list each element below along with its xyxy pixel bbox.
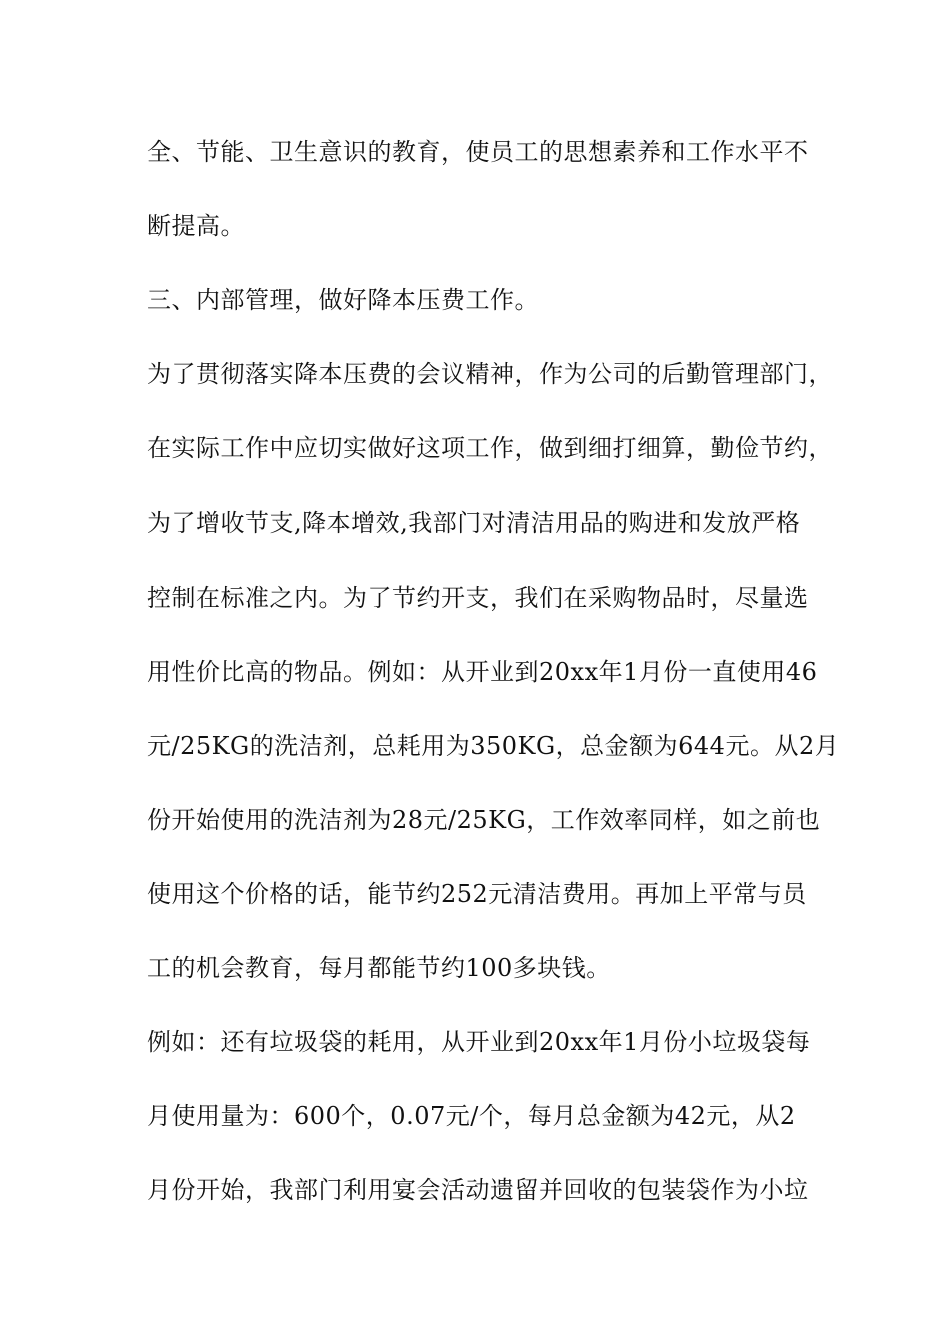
text-line: 断提高。 xyxy=(147,212,245,240)
text-line: 在实际工作中应切实做好这项工作，做到细打细算，勤俭节约， xyxy=(147,434,833,462)
text-line: 全、节能、卫生意识的教育，使员工的思想素养和工作水平不 xyxy=(147,138,809,166)
text-line: 使用这个价格的话，能节约252元清洁费用。再加上平常与员 xyxy=(147,880,807,908)
text-line: 月使用量为：600个，0.07元/个，每月总金额为42元，从2 xyxy=(147,1102,796,1130)
text-line: 例如：还有垃圾袋的耗用，从开业到20xx年1月份小垃圾袋每 xyxy=(147,1028,811,1056)
text-line: 月份开始，我部门利用宴会活动遗留并回收的包装袋作为小垃 xyxy=(147,1176,809,1204)
text-line: 元/25KG的洗洁剂，总耗用为350KG，总金额为644元。从2月 xyxy=(147,732,840,760)
text-line: 为了增收节支,降本增效,我部门对清洁用品的购进和发放严格 xyxy=(147,509,801,537)
text-line: 控制在标准之内。为了节约开支，我们在采购物品时，尽量选 xyxy=(147,584,809,612)
text-line: 份开始使用的洗洁剂为28元/25KG，工作效率同样，如之前也 xyxy=(147,806,821,834)
text-line: 用性价比高的物品。例如：从开业到20xx年1月份一直使用46 xyxy=(147,658,818,686)
text-line: 工的机会教育，每月都能节约100多块钱。 xyxy=(147,954,611,982)
section-heading: 三、内部管理，做好降本压费工作。 xyxy=(147,286,539,314)
text-line: 为了贯彻落实降本压费的会议精神，作为公司的后勤管理部门， xyxy=(147,360,833,388)
